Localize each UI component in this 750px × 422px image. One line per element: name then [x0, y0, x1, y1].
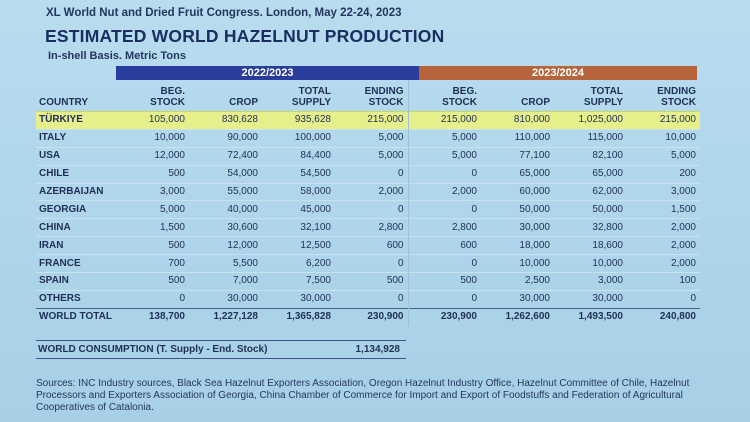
value-cell: 60,000: [481, 183, 554, 201]
column-header-label: TOTAL SUPPLY: [291, 86, 331, 108]
table-row: [36, 290, 700, 308]
country-cell: ITALY: [36, 129, 116, 147]
world-consumption-value: 1,134,928: [355, 344, 400, 355]
table-row: [36, 147, 700, 165]
value-cell: 50,000: [481, 201, 554, 219]
value-cell: 2,500: [481, 273, 554, 291]
column-header-label: TOTAL SUPPLY: [583, 86, 623, 108]
value-cell: 7,000: [189, 273, 262, 291]
value-cell: 200: [627, 165, 700, 183]
world-consumption-row: [36, 340, 406, 359]
value-cell: 2,000: [627, 237, 700, 255]
value-cell: 84,400: [262, 147, 335, 165]
table-row: [36, 112, 700, 130]
country-cell: GEORGIA: [36, 201, 116, 219]
period-header-2023-2024: 2023/2024: [419, 66, 697, 80]
column-header-label: ENDING STOCK: [657, 86, 696, 108]
value-cell: 3,000: [116, 183, 189, 201]
value-cell: 3,000: [554, 273, 627, 291]
column-header: [116, 80, 189, 112]
value-cell: 1,227,128: [189, 308, 262, 325]
value-cell: 6,200: [262, 255, 335, 273]
page-title: ESTIMATED WORLD HAZELNUT PRODUCTION: [45, 26, 445, 46]
value-cell: 65,000: [554, 165, 627, 183]
country-cell: OTHERS: [36, 290, 116, 308]
column-header: [189, 80, 262, 112]
value-cell: 0: [335, 201, 408, 219]
table-body: [36, 112, 700, 326]
value-cell: 2,000: [627, 255, 700, 273]
value-cell: 30,000: [189, 290, 262, 308]
value-cell: 115,000: [554, 129, 627, 147]
value-cell: 10,000: [481, 255, 554, 273]
value-cell: 500: [116, 273, 189, 291]
value-cell: 55,000: [189, 183, 262, 201]
page-subtitle: In-shell Basis. Metric Tons: [48, 50, 186, 62]
country-cell: FRANCE: [36, 255, 116, 273]
country-cell: CHILE: [36, 165, 116, 183]
value-cell: 10,000: [116, 129, 189, 147]
value-cell: 40,000: [189, 201, 262, 219]
value-cell: 18,600: [554, 237, 627, 255]
column-header-label: BEG. STOCK: [150, 86, 185, 108]
column-header-label: ENDING STOCK: [364, 86, 404, 108]
value-cell: 72,400: [189, 147, 262, 165]
value-cell: 810,000: [481, 112, 554, 130]
value-cell: 65,000: [481, 165, 554, 183]
table-header-row: [36, 80, 700, 112]
value-cell: 5,000: [408, 129, 481, 147]
value-cell: 230,900: [335, 308, 408, 325]
value-cell: 0: [408, 201, 481, 219]
value-cell: 58,000: [262, 183, 335, 201]
value-cell: 2,000: [335, 183, 408, 201]
world-consumption-label: WORLD CONSUMPTION (T. Supply - End. Stock): [38, 344, 268, 355]
value-cell: 10,000: [554, 255, 627, 273]
value-cell: 77,100: [481, 147, 554, 165]
value-cell: 500: [116, 165, 189, 183]
value-cell: 1,500: [116, 219, 189, 237]
column-header-label: CROP: [521, 97, 550, 108]
country-cell: SPAIN: [36, 273, 116, 291]
value-cell: 215,000: [335, 112, 408, 130]
table-row: [36, 273, 700, 291]
value-cell: 600: [335, 237, 408, 255]
value-cell: 240,800: [627, 308, 700, 325]
value-cell: 0: [408, 290, 481, 308]
value-cell: 600: [408, 237, 481, 255]
country-cell: WORLD TOTAL: [36, 308, 116, 325]
sources-note: Sources: INC Industry sources, Black Sea Hazelnut Exporters Association, Oregon Hazelnut Industry Office, Hazelnut Committee of Chile, Hazelnut Processors and Exporters Association of Georgia, China Chamber of Commerce for Import and Export of Foodstuffs and Federation of Agricultural Cooperatives of Catalonia.: [36, 378, 690, 414]
value-cell: 2,000: [408, 183, 481, 201]
value-cell: 3,000: [627, 183, 700, 201]
value-cell: 18,000: [481, 237, 554, 255]
value-cell: 500: [116, 237, 189, 255]
country-cell: AZERBAIJAN: [36, 183, 116, 201]
value-cell: 30,000: [262, 290, 335, 308]
country-cell: CHINA: [36, 219, 116, 237]
world-total-row: [36, 308, 700, 325]
value-cell: 2,800: [335, 219, 408, 237]
value-cell: 0: [116, 290, 189, 308]
value-cell: 105,000: [116, 112, 189, 130]
table-row: [36, 219, 700, 237]
value-cell: 700: [116, 255, 189, 273]
value-cell: 2,000: [627, 219, 700, 237]
column-header-country: COUNTRY: [39, 97, 89, 108]
column-header-label: CROP: [229, 97, 258, 108]
value-cell: 12,000: [189, 237, 262, 255]
value-cell: 0: [335, 255, 408, 273]
value-cell: 32,800: [554, 219, 627, 237]
value-cell: 5,000: [335, 147, 408, 165]
value-cell: 62,000: [554, 183, 627, 201]
value-cell: 138,700: [116, 308, 189, 325]
value-cell: 30,000: [481, 219, 554, 237]
value-cell: 215,000: [627, 112, 700, 130]
production-table: [36, 80, 700, 326]
value-cell: 7,500: [262, 273, 335, 291]
column-header: [554, 80, 627, 112]
value-cell: 0: [408, 165, 481, 183]
value-cell: 1,262,600: [481, 308, 554, 325]
value-cell: 30,600: [189, 219, 262, 237]
value-cell: 50,000: [554, 201, 627, 219]
column-header: [262, 80, 335, 112]
value-cell: 5,000: [408, 147, 481, 165]
value-cell: 100: [627, 273, 700, 291]
value-cell: 5,000: [116, 201, 189, 219]
value-cell: 1,493,500: [554, 308, 627, 325]
country-cell: IRAN: [36, 237, 116, 255]
column-header: [627, 80, 700, 112]
column-header: [408, 80, 481, 112]
value-cell: 5,500: [189, 255, 262, 273]
value-cell: 1,025,000: [554, 112, 627, 130]
period-header-2022-2023: 2022/2023: [116, 66, 419, 80]
value-cell: 90,000: [189, 129, 262, 147]
value-cell: 12,500: [262, 237, 335, 255]
column-header: [481, 80, 554, 112]
value-cell: 0: [335, 290, 408, 308]
value-cell: 0: [335, 165, 408, 183]
table-row: [36, 129, 700, 147]
value-cell: 54,000: [189, 165, 262, 183]
table-row: [36, 201, 700, 219]
table-row: [36, 165, 700, 183]
value-cell: 230,900: [408, 308, 481, 325]
value-cell: 0: [627, 290, 700, 308]
country-cell: USA: [36, 147, 116, 165]
value-cell: 100,000: [262, 129, 335, 147]
table-row: [36, 183, 700, 201]
value-cell: 45,000: [262, 201, 335, 219]
value-cell: 5,000: [627, 147, 700, 165]
value-cell: 2,800: [408, 219, 481, 237]
column-header-label: BEG. STOCK: [442, 86, 477, 108]
value-cell: 500: [335, 273, 408, 291]
value-cell: 32,100: [262, 219, 335, 237]
country-cell: TÜRKIYE: [36, 112, 116, 130]
value-cell: 935,628: [262, 112, 335, 130]
value-cell: 54,500: [262, 165, 335, 183]
event-caption: XL World Nut and Dried Fruit Congress. London, May 22-24, 2023: [46, 7, 402, 19]
value-cell: 215,000: [408, 112, 481, 130]
value-cell: 500: [408, 273, 481, 291]
value-cell: 110,000: [481, 129, 554, 147]
value-cell: 1,500: [627, 201, 700, 219]
value-cell: 82,100: [554, 147, 627, 165]
value-cell: 30,000: [481, 290, 554, 308]
table-row: [36, 255, 700, 273]
value-cell: 0: [408, 255, 481, 273]
table-row: [36, 237, 700, 255]
value-cell: 5,000: [335, 129, 408, 147]
value-cell: 30,000: [554, 290, 627, 308]
column-header: [335, 80, 408, 112]
value-cell: 10,000: [627, 129, 700, 147]
value-cell: 830,628: [189, 112, 262, 130]
value-cell: 12,000: [116, 147, 189, 165]
value-cell: 1,365,828: [262, 308, 335, 325]
